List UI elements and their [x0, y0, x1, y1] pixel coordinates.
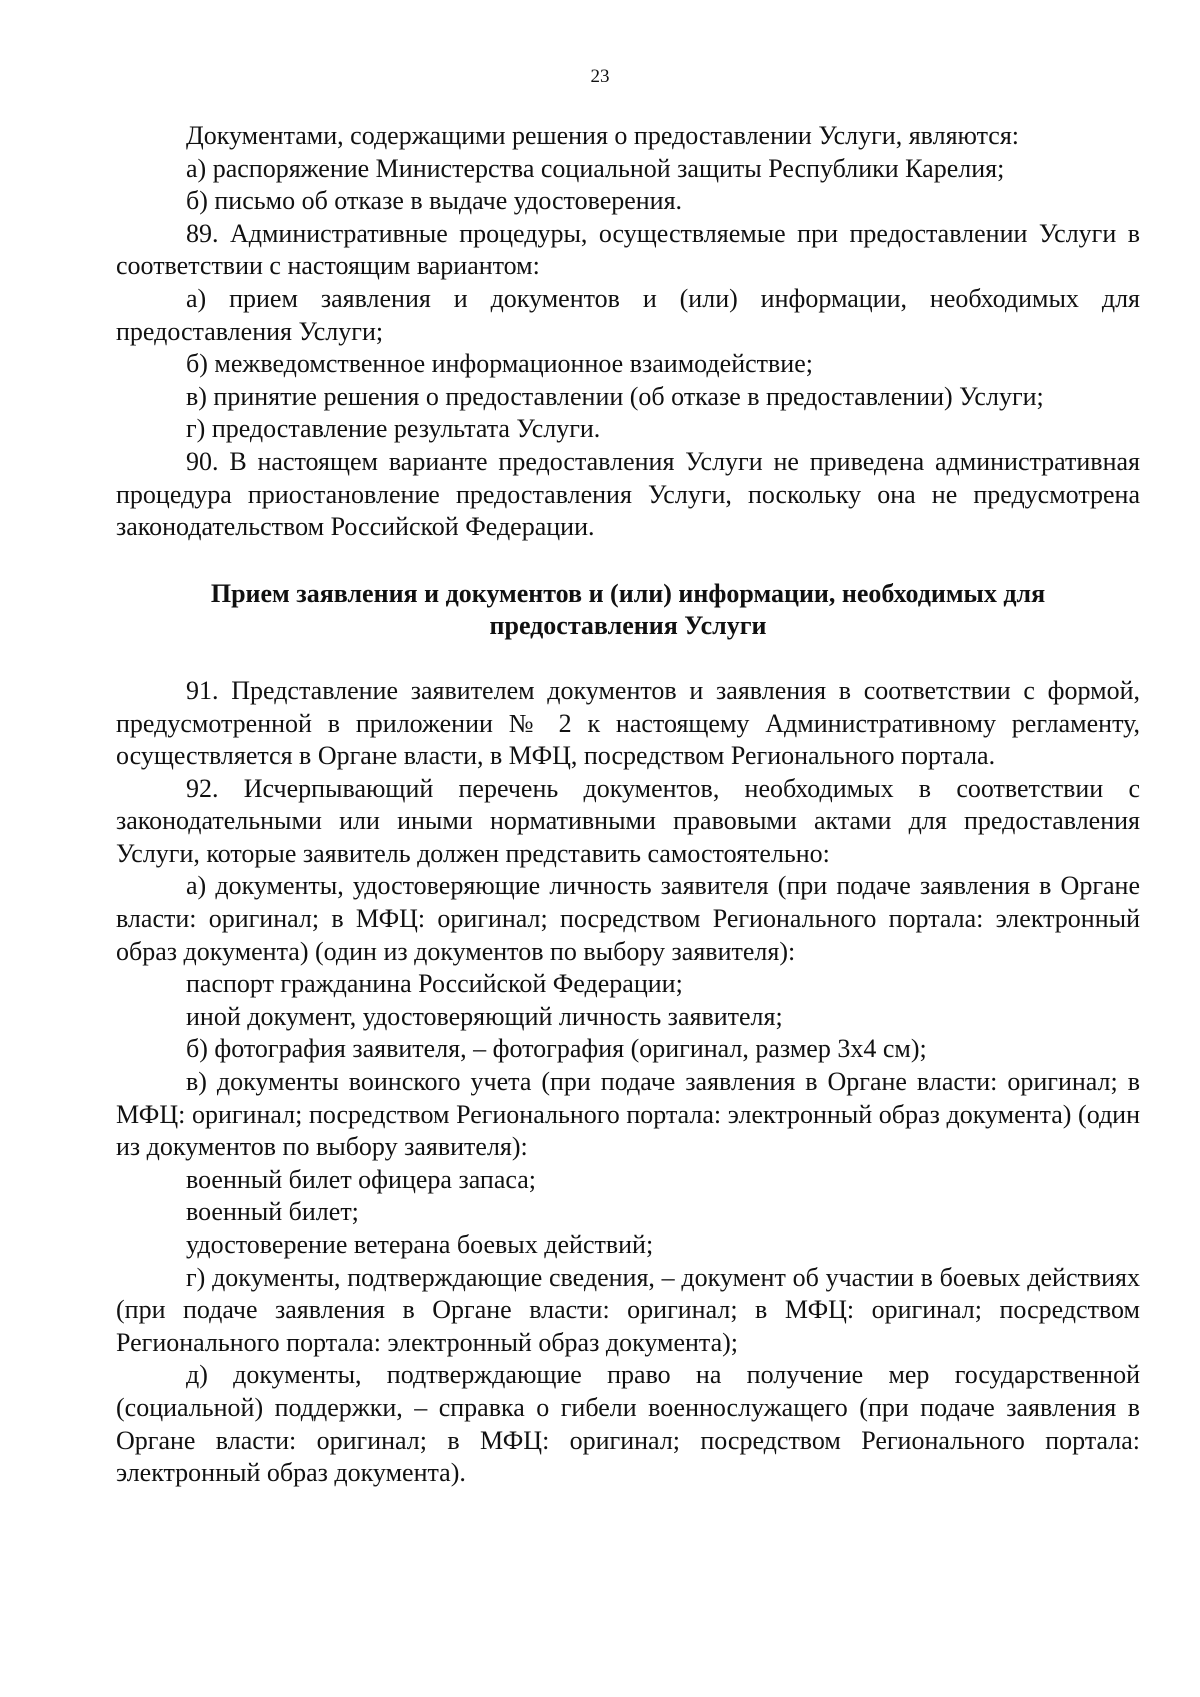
paragraph-89: 89. Административные процедуры, осуществляемые при предоставлении Услуги в соответствии с настоящим вариантом: — [116, 218, 1140, 281]
list-item: г) предоставление результата Услуги. — [186, 414, 601, 444]
list-item: а) документы, удостоверяющие личность заявителя (при подаче заявления в Органе власти: оригинал; в МФЦ: оригинал; посредством Регионального портала: электронный образ документа) (один из документов по выбору заявителя): — [116, 871, 1140, 966]
list-subitem: военный билет; — [186, 1197, 359, 1227]
paragraph-92: 92. Исчерпывающий перечень документов, необходимых в соответствии с законодательными или иными нормативными правовыми актами для предоставления Услуги, которые заявитель должен представить самостоятельно: — [116, 773, 1140, 868]
list-subitem: иной документ, удостоверяющий личность заявителя; — [186, 1001, 783, 1031]
list-subitem: паспорт гражданина Российской Федерации; — [186, 969, 683, 999]
list-item: а) распоряжение Министерства социальной защиты Республики Карелия; — [186, 153, 1005, 183]
section-heading: Прием заявления и документов и (или) информации, необходимых для предоставления Услуги — [210, 578, 1046, 641]
list-item: б) письмо об отказе в выдаче удостоверения. — [186, 186, 683, 216]
page-number: 23 — [590, 66, 610, 87]
list-item: б) фотография заявителя, – фотография (оригинал, размер 3х4 см); — [186, 1034, 927, 1064]
paragraph: Документами, содержащими решения о предоставлении Услуги, являются: — [186, 121, 1020, 150]
list-subitem: военный билет офицера запаса; — [186, 1164, 536, 1194]
paragraph-91: 91. Представление заявителем документов и заявления в соответствии с формой, предусмотренной в приложении № 2 к настоящему Административному регламенту, осуществляется в Органе власти, в МФЦ, посредством Регионального портала. — [116, 675, 1140, 771]
list-item: в) документы воинского учета (при подаче заявления в Органе власти: оригинал; в МФЦ: оригинал; посредством Регионального портала: электронный образ документа) (один из документов по выбору заявителя): — [116, 1067, 1140, 1162]
list-item: а) прием заявления и документов и (или) информации, необходимых для предоставления Услуги; — [116, 283, 1140, 346]
paragraph-90: 90. В настоящем варианте предоставления Услуги не приведена административная процедура приостановление предоставления Услуги, поскольку она не предусмотрена законодательством Российской Федерации. — [116, 446, 1140, 542]
list-item: в) принятие решения о предоставлении (об отказе в предоставлении) Услуги; — [186, 381, 1044, 411]
list-item: д) документы, подтверждающие право на получение мер государственной (социальной) поддержки, – справка о гибели военнослужащего (при подаче заявления в Органе власти: оригинал; в МФЦ: оригинал; посредством Регионального портала: электронный образ документа). — [116, 1360, 1140, 1488]
list-subitem: удостоверение ветерана боевых действий; — [186, 1230, 654, 1259]
document-body — [116, 120, 1140, 1490]
list-item: г) документы, подтверждающие сведения, – документ об участии в боевых действиях (при подаче заявления в Органе власти: оригинал; в МФЦ: оригинал; посредством Регионального портала: электронный образ документа); — [116, 1262, 1140, 1357]
list-item: б) межведомственное информационное взаимодействие; — [186, 349, 813, 379]
